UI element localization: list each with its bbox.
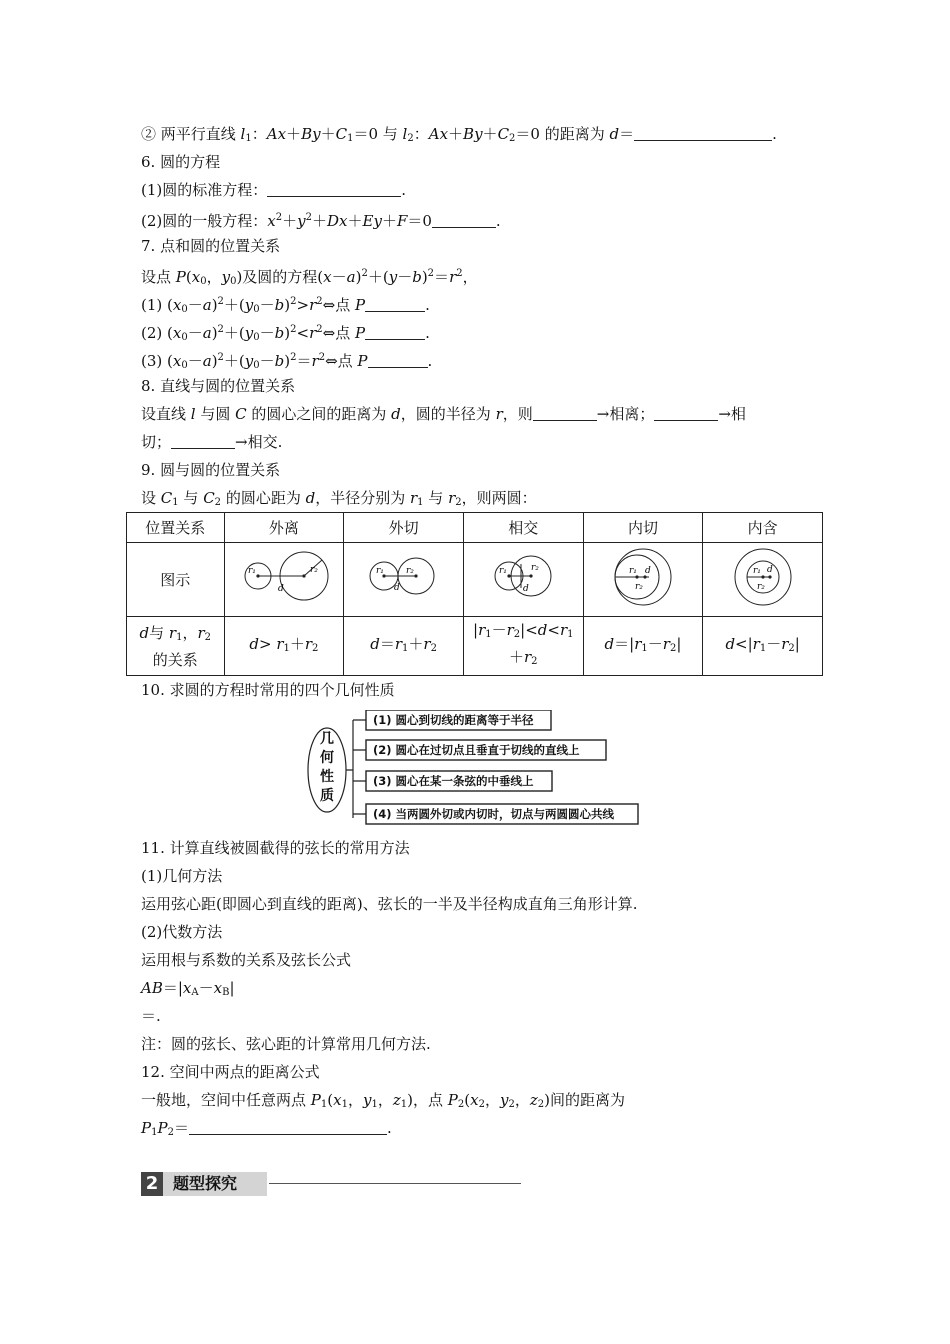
- table-header-cell: 内切: [583, 513, 703, 543]
- geometric-properties-diagram: [141, 710, 831, 830]
- svg-text:d: d: [523, 583, 530, 594]
- internal-tangent-figure: [593, 546, 693, 608]
- line-note: 注：圆的弦长、弦心距的计算常用几何方法.: [141, 1035, 431, 1053]
- heading-circle-equation: 6. 圆的方程: [141, 153, 221, 171]
- line-general-equation: (2)圆的一般方程：$x^2+y^2+Dx+Ey+F=0$ .: [141, 212, 501, 230]
- table-header-cell: 内含: [703, 513, 823, 543]
- diagram-external-tangent: [344, 543, 464, 617]
- relation-external-tangent: $d=r_1+r_2$: [344, 617, 464, 676]
- line-standard-equation: (1)圆的标准方程： .: [141, 181, 407, 199]
- diagram-contained: [703, 543, 823, 617]
- svg-text:r₂: r₂: [634, 581, 643, 592]
- line-line-circle-a: 设直线 l 与圆 C 的圆心之间的距离为 d，圆的半径为 r，则 →相离； →相: [141, 405, 746, 423]
- line-space-distance-formula: $P_1P_2=$ .: [141, 1119, 392, 1138]
- section-title: 题型探究: [163, 1172, 267, 1196]
- table-header-row: [127, 513, 823, 543]
- answer-blank[interactable]: [634, 124, 772, 141]
- svg-text:r₁: r₁: [499, 565, 508, 576]
- svg-text:d: d: [644, 565, 651, 576]
- heading-chord-length: 11. 计算直线被圆截得的弦长的常用方法: [141, 839, 410, 857]
- line-geometric-method-text: 运用弦心距(即圆心到直线的距离)、弦长的一半及半径构成直角三角形计算.: [141, 895, 638, 913]
- circle-relation-table: [126, 512, 823, 676]
- svg-text:r₁: r₁: [752, 565, 761, 576]
- line-circle-circle-intro: 设 $C_1$ 与 $C_2$ 的圆心距为 d，半径分别为 $r_1$ 与 $r_2$，则两圆：: [141, 489, 537, 508]
- table-row-label: d与 $r_1$，$r_2$ 的关系: [127, 617, 225, 676]
- svg-text:r₁: r₁: [375, 565, 384, 576]
- svg-text:r₁: r₁: [247, 565, 256, 576]
- table-row-label: 图示: [127, 543, 225, 617]
- document-body: [141, 120, 831, 1142]
- line-point-outside: (1) $(x_0-a)^2+(y_0-b)^2>r^2\Leftrightarrow$点 P .: [141, 296, 430, 315]
- section-number: 2: [141, 1172, 163, 1196]
- line-point-circle-intro: 设点 $P(x_0$，$y_0$)及圆的方程$(x-a)^2+(y-b)^2=r^2$，: [141, 268, 478, 287]
- relation-internal-tangent: $d=|r_1-r_2|$: [583, 617, 703, 676]
- line-chord-equals: ＝.: [141, 1007, 161, 1025]
- property-item-2: (2) 圆心在过切点且垂直于切线的直线上: [373, 743, 580, 757]
- table-header-cell: 外切: [344, 513, 464, 543]
- svg-text:r₂: r₂: [309, 564, 318, 575]
- answer-blank[interactable]: [432, 211, 496, 228]
- table-header-cell: 位置关系: [127, 513, 225, 543]
- answer-blank[interactable]: [533, 404, 597, 421]
- heading-point-circle: 7. 点和圆的位置关系: [141, 237, 281, 255]
- heading-line-circle: 8. 直线与圆的位置关系: [141, 377, 296, 395]
- line-line-circle-b: 切； →相交.: [141, 433, 283, 451]
- table-header-cell: 相交: [463, 513, 583, 543]
- line-chord-formula: $AB=|x_A-x_B|$: [141, 979, 235, 998]
- line-algebraic-method: (2)代数方法: [141, 923, 223, 941]
- relation-external: $d> r_1+r_2$: [224, 617, 344, 676]
- property-item-3: (3) 圆心在某一条弦的中垂线上: [373, 774, 534, 788]
- table-header-cell: 外离: [224, 513, 344, 543]
- relation-intersecting: $|r_1-r_2|<d<r_1$ $+r_2$: [463, 617, 583, 676]
- answer-blank[interactable]: [365, 323, 425, 340]
- tangent-circles-figure: [354, 546, 454, 608]
- heading-geometric-properties: 10. 求圆的方程时常用的四个几何性质: [141, 681, 395, 699]
- line-point-inside: (2) $(x_0-a)^2+(y_0-b)^2<r^2\Leftrightarrow$点 P .: [141, 324, 430, 343]
- svg-text:r₂: r₂: [405, 565, 414, 576]
- relation-contained: $d<|r_1-r_2|$: [703, 617, 823, 676]
- line-point-on: (3) $(x_0-a)^2+(y_0-b)^2=r^2\Leftrightarrow$点 P .: [141, 352, 433, 371]
- section-rule: [269, 1183, 521, 1184]
- svg-text:r₁: r₁: [628, 565, 637, 576]
- svg-text:r₂: r₂: [756, 581, 765, 592]
- svg-text:d: d: [277, 583, 284, 594]
- svg-text:d: d: [766, 564, 773, 575]
- diagram-intersecting: [463, 543, 583, 617]
- contained-circles-figure: [713, 546, 813, 608]
- line-geometric-method: (1)几何方法: [141, 867, 223, 885]
- line-space-distance-text: 一般地，空间中任意两点 $P_1(x_1$，$y_1$，$z_1$)，点 $P_2(x_2$，$y_2$，$z_2$)间的距离为: [141, 1091, 625, 1110]
- properties-center-label: 几何性质: [320, 731, 334, 804]
- answer-blank[interactable]: [267, 180, 401, 197]
- external-circles-figure: [234, 546, 334, 608]
- svg-text:r₂: r₂: [531, 562, 540, 573]
- answer-blank[interactable]: [171, 432, 235, 449]
- property-item-4: (4) 当两圆外切或内切时，切点与两圆圆心共线: [373, 807, 615, 821]
- line-parallel-distance: ② 两平行直线 $l_1$：$Ax+By+C_1=0$ 与 $l_2$：$Ax+By+C_2=0$ 的距离为 d＝ .: [141, 125, 777, 144]
- answer-blank[interactable]: [365, 295, 425, 312]
- table-diagram-row: [127, 543, 823, 617]
- heading-circle-circle: 9. 圆与圆的位置关系: [141, 461, 281, 479]
- diagram-internal-tangent: [583, 543, 703, 617]
- intersecting-circles-figure: [473, 546, 573, 608]
- line-algebraic-method-text: 运用根与系数的关系及弦长公式: [141, 951, 352, 969]
- answer-blank[interactable]: [654, 404, 718, 421]
- diagram-external: [224, 543, 344, 617]
- property-item-1: (1) 圆心到切线的距离等于半径: [373, 713, 534, 727]
- section-heading: [141, 1172, 521, 1196]
- table-relation-row: [127, 617, 823, 676]
- svg-text:d: d: [393, 582, 400, 593]
- answer-blank[interactable]: [189, 1118, 387, 1135]
- heading-space-distance: 12. 空间中两点的距离公式: [141, 1063, 320, 1081]
- answer-blank[interactable]: [368, 351, 428, 368]
